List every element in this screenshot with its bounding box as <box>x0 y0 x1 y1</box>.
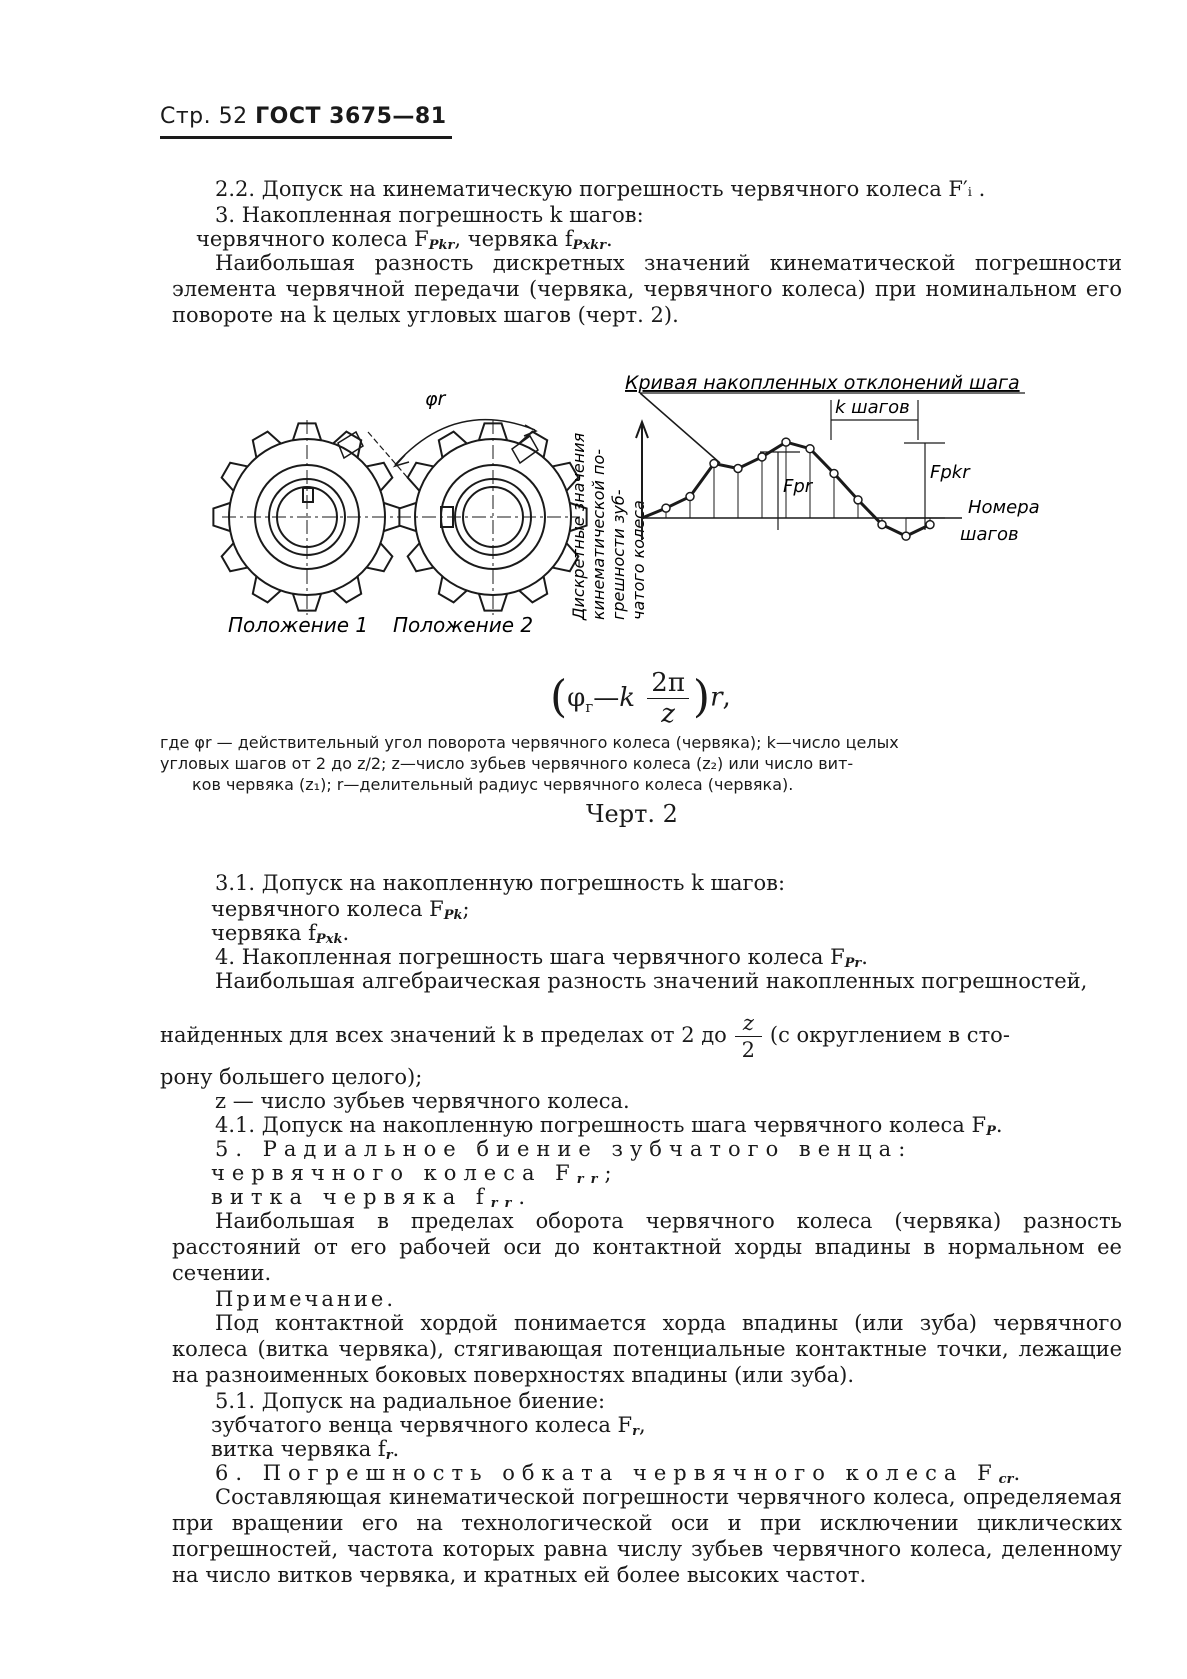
svg-text:грешности зуб-: грешности зуб- <box>609 489 628 620</box>
gear-1-key <box>303 488 313 502</box>
section-3-1-wheel: червячного колеса $F_{Pk}$; <box>211 897 470 923</box>
fpkr-label: Fpkr <box>930 462 970 483</box>
section-5-title: 5. Радиальное биение зубчатого венца: <box>215 1137 913 1161</box>
x-axis-label-2: шагов <box>960 524 1019 545</box>
legend-line-3: ков червяка (z₁); r—делительный радиус червячного колеса (червяка). <box>192 775 794 794</box>
section-5-wheel: червячного колеса $F_{rr}$; <box>211 1161 619 1187</box>
section-5-definition: Наибольшая в пределах оборота червячного колеса (червяка) разность расстояний от его рабочей оси до контактной хорды впадины в нормальном ее сечении. <box>172 1209 1122 1285</box>
formula: ($\varphi_г—k$ $\frac{2\pi}{z}$ )r, <box>550 668 731 729</box>
section-6-title: 6. Погрешность обката червячного колеса $F_{cr}$. <box>215 1461 1028 1487</box>
curve-title-leader <box>640 393 720 463</box>
curve-point <box>806 445 814 453</box>
position-1-label: Положение 1 <box>228 613 369 637</box>
section-4-1: 4.1. Допуск на накопленную погрешность шага червячного колеса $F_P$. <box>215 1113 1003 1139</box>
z-definition: z — число зубьев червячного колеса. <box>215 1089 630 1113</box>
curve-point <box>710 460 718 468</box>
y-axis-caption <box>569 432 648 621</box>
curve-point <box>830 469 838 477</box>
curve-point <box>878 521 886 529</box>
curve-point <box>686 493 694 501</box>
section-5-1-wheel: зубчатого венца червячного колеса $F_r$, <box>211 1413 646 1439</box>
page-number: Стр. 52 <box>160 104 248 129</box>
angle-ray <box>368 432 420 492</box>
section-4-def-line-3: рону большего целого); <box>160 1065 423 1089</box>
section-6-definition: Составляющая кинематической погрешности червячного колеса, определяемая при вращении его на технологической оси и при исключении циклических погрешностей, частота которых равна числу зубьев червячного колеса, деленному на число витков червяка, и кратных ей более высоких частот. <box>172 1485 1122 1587</box>
k-steps-label: k шагов <box>835 397 910 418</box>
section-3-1-title: 3.1. Допуск на накопленную погрешность k шагов: <box>215 871 786 895</box>
section-3-symbols: червячного колеса $F_{Pkr}$, червяка $f_{Pxkr}$. <box>196 227 613 253</box>
position-2-label: Положение 2 <box>393 613 534 637</box>
section-3-definition: Наибольшая разность дискретных значений кинематической погрешности элемента червячной передачи (червяка, червячного колеса) при номинальном его повороте на k целых угловых шагов (черт. 2). <box>172 251 1122 327</box>
section-2-2: 2.2. Допуск на кинематическую погрешность червячного колеса F′ᵢ . <box>215 177 986 201</box>
figure-legend <box>160 732 1120 795</box>
curve-point <box>662 504 670 512</box>
section-5-worm: витка червяка $f_{rr}$. <box>211 1185 533 1211</box>
angle-label: φr <box>425 388 446 410</box>
legend-line-2: угловых шагов от 2 до z/2; z—число зубьев червячного колеса (z₂) или число вит- <box>160 754 854 773</box>
section-4-def-line-1: Наибольшая алгебраическая разность значений накопленных погрешностей, <box>215 969 1088 993</box>
fraction-z-over-2: $\frac{z}{2}$ <box>735 1010 762 1063</box>
figure-caption: Черт. 2 <box>586 800 678 828</box>
section-3-title: 3. Накопленная погрешность k шагов: <box>215 203 644 227</box>
curve-point <box>758 453 766 461</box>
section-4-title: 4. Накопленная погрешность шага червячного колеса $F_{Pr}$. <box>215 945 868 971</box>
x-axis-label-1: Номера <box>968 497 1040 518</box>
legend-line-1: где φr — действительный угол поворота червячного колеса (червяка); k—число целых <box>160 733 899 752</box>
curve-point <box>926 521 934 529</box>
curve-title: Кривая накопленных отклонений шага <box>625 372 1020 394</box>
svg-text:Дискретные значения: Дискретные значения <box>569 432 588 620</box>
section-5-1-title: 5.1. Допуск на радиальное биение: <box>215 1389 606 1413</box>
curve-point <box>734 465 742 473</box>
note-text: Под контактной хордой понимается хорда впадины (или зуба) червячного колеса (витка червяка), стягивающая потенциальные контактные точки, лежащие на разноименных боковых поверхностях впадины (или зуба). <box>172 1311 1122 1387</box>
standard-designation: ГОСТ 3675—81 <box>255 104 447 129</box>
section-4-def-line-2: найденных для всех значений k в пределах от 2 до $\frac{z}{2}$ (с округлением в сто- <box>160 1011 1010 1062</box>
section-3-1-worm: червяка $f_{Pxk}$. <box>211 921 350 947</box>
note-title: Примечание. <box>215 1287 397 1311</box>
section-5-1-worm: витка червяка $f_r$. <box>211 1437 400 1463</box>
curve-point <box>854 496 862 504</box>
svg-text:кинематической по-: кинематической по- <box>589 448 608 620</box>
dimension-lines <box>760 400 945 530</box>
svg-text:чатого колеса: чатого колеса <box>629 500 648 620</box>
curve-point <box>902 532 910 540</box>
curve-point <box>782 438 790 446</box>
gear-centre-lines <box>222 420 580 615</box>
fpr-label: Fpr <box>783 476 813 497</box>
